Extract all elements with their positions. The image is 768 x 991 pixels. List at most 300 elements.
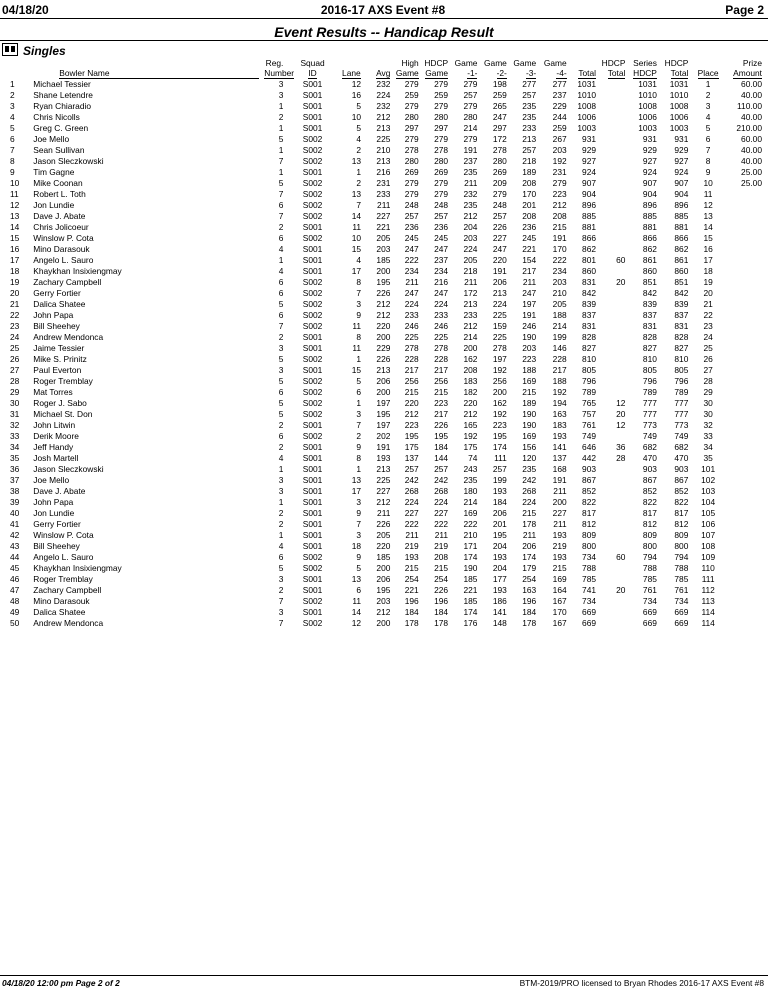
cell-reg-number: 6 [278, 431, 284, 441]
cell-place: 105 [701, 508, 716, 518]
cell-game-3: 211 [522, 277, 537, 287]
cell-game-2: 174 [492, 442, 507, 452]
cell-hdcp-series-total: 896 [674, 200, 689, 210]
cell-rank: 4 [10, 112, 15, 122]
cell-hdcp-total [600, 90, 629, 101]
cell-bowler-name: Tim Gagne [33, 167, 75, 177]
table-row [4, 387, 766, 398]
cell-prize-amount [724, 607, 766, 618]
cell-hdcp-game: 254 [434, 574, 449, 584]
cell-high-game: 220 [404, 398, 419, 408]
cell-lane: 1 [356, 167, 362, 177]
cell-reg-number: 1 [278, 123, 284, 133]
cell-series-hdcp: 805 [642, 365, 657, 375]
cell-high-game: 297 [404, 123, 419, 133]
cell-avg: 232 [376, 101, 391, 111]
section-label: Singles [23, 44, 66, 58]
cell-lane: 3 [356, 530, 362, 540]
cell-prize-amount: 25.00 [741, 167, 762, 177]
cell-reg-number: 5 [278, 398, 284, 408]
cell-bowler-name: Ryan Chiaradio [33, 101, 92, 111]
cell-game-2: 227 [492, 233, 507, 243]
cell-total: 809 [582, 530, 597, 540]
cell-game-1: 212 [463, 409, 478, 419]
cell-squad-id: S001 [302, 442, 323, 452]
cell-place: 109 [701, 552, 716, 562]
cell-rank: 40 [10, 508, 20, 518]
cell-game-4: 193 [552, 431, 567, 441]
cell-lane: 14 [351, 607, 362, 617]
cell-high-game: 222 [404, 519, 419, 529]
cell-prize-amount [724, 222, 766, 233]
cell-hdcp-series-total: 929 [674, 145, 689, 155]
cell-series-hdcp: 789 [642, 387, 657, 397]
cell-high-game: 221 [404, 585, 419, 595]
cell-bowler-name: Jon Lundie [33, 200, 75, 210]
cell-hdcp-total [600, 354, 629, 365]
cell-avg: 212 [376, 497, 391, 507]
cell-hdcp-total [600, 79, 629, 90]
cell-high-game: 211 [405, 530, 419, 540]
cell-game-1: 174 [463, 552, 478, 562]
cell-series-hdcp: 896 [642, 200, 657, 210]
cell-squad-id: S002 [302, 277, 323, 287]
cell-bowler-name: Khaykhan Insixiengmay [33, 563, 122, 573]
cell-game-4: 215 [552, 563, 567, 573]
cell-game-2: 256 [492, 376, 507, 386]
cell-squad-id: S002 [302, 156, 323, 166]
cell-hdcp-series-total: 927 [674, 156, 689, 166]
cell-game-1: 221 [463, 585, 478, 595]
cell-game-1: 235 [463, 200, 478, 210]
cell-game-2: 278 [492, 145, 507, 155]
cell-game-3: 191 [522, 310, 537, 320]
cell-hdcp-game: 242 [434, 475, 449, 485]
table-row [4, 453, 766, 464]
cell-total: 907 [582, 178, 597, 188]
cell-hdcp-series-total: 761 [674, 585, 689, 595]
cell-hdcp-game: 195 [434, 431, 449, 441]
table-row [4, 145, 766, 156]
cell-rank: 8 [10, 156, 15, 166]
cell-rank: 28 [10, 376, 20, 386]
cell-high-game: 227 [404, 508, 419, 518]
cell-place: 29 [703, 387, 713, 397]
cell-game-3: 120 [522, 453, 537, 463]
cell-game-4: 259 [552, 123, 567, 133]
cell-game-3: 236 [522, 222, 537, 232]
cell-squad-id: S002 [302, 299, 323, 309]
cell-avg: 213 [376, 156, 391, 166]
col-lane: Lane [342, 68, 361, 78]
cell-hdcp-series-total: 861 [674, 255, 689, 265]
cell-game-3: 208 [522, 178, 537, 188]
cell-lane: 5 [356, 101, 362, 111]
cell-squad-id: S002 [302, 288, 323, 298]
col-series: HDCP [633, 68, 657, 78]
col-hdcpgame-top: HDCP [424, 58, 449, 68]
cell-squad-id: S002 [302, 387, 323, 397]
cell-avg: 213 [376, 365, 391, 375]
cell-series-hdcp: 861 [642, 255, 657, 265]
cell-prize-amount [724, 288, 766, 299]
cell-hdcp-game: 216 [434, 277, 449, 287]
cell-avg: 224 [376, 90, 391, 100]
cell-reg-number: 7 [278, 618, 284, 628]
cell-game-1: 172 [463, 288, 478, 298]
cell-high-game: 222 [404, 255, 419, 265]
cell-lane: 9 [356, 442, 362, 452]
cell-hdcp-series-total: 931 [674, 134, 689, 144]
cell-game-2: 248 [492, 200, 507, 210]
cell-bowler-name: John Litwin [33, 420, 76, 430]
cell-high-game: 233 [404, 310, 419, 320]
cell-game-2: 224 [492, 299, 507, 309]
cell-reg-number: 2 [278, 519, 284, 529]
cell-lane: 5 [356, 563, 362, 573]
cell-hdcp-game: 247 [434, 244, 449, 254]
table-row [4, 541, 766, 552]
cell-game-2: 111 [494, 453, 507, 463]
cell-prize-amount [724, 486, 766, 497]
cell-reg-number: 1 [278, 464, 284, 474]
cell-reg-number: 6 [278, 233, 284, 243]
table-row [4, 123, 766, 134]
cell-squad-id: S002 [302, 552, 323, 562]
cell-game-2: 162 [492, 398, 507, 408]
cell-high-game: 193 [404, 552, 419, 562]
cell-game-4: 205 [552, 299, 567, 309]
cell-hdcp-game: 226 [434, 420, 449, 430]
cell-hdcp-total: 12 [616, 398, 626, 408]
cell-series-hdcp: 761 [642, 585, 657, 595]
cell-prize-amount [724, 552, 766, 563]
cell-hdcp-game: 227 [434, 508, 449, 518]
cell-hdcp-total [600, 244, 629, 255]
cell-hdcp-series-total: 839 [674, 299, 689, 309]
cell-game-3: 221 [522, 244, 537, 254]
cell-high-game: 259 [404, 90, 419, 100]
cell-lane: 11 [352, 343, 362, 353]
cell-total: 862 [582, 244, 597, 254]
cell-hdcp-total: 12 [616, 420, 626, 430]
cell-series-hdcp: 669 [642, 618, 657, 628]
cell-avg: 210 [376, 145, 391, 155]
cell-hdcp-series-total: 842 [674, 288, 689, 298]
cell-total: 796 [582, 376, 597, 386]
cell-total: 810 [582, 354, 597, 364]
cell-prize-amount [724, 453, 766, 464]
cell-game-4: 277 [552, 79, 567, 89]
cell-bowler-name: Sean Sullivan [33, 145, 85, 155]
cell-bowler-name: Bill Sheehey [33, 541, 80, 551]
cell-place: 113 [701, 596, 715, 606]
cell-game-3: 223 [522, 354, 537, 364]
cell-game-3: 179 [522, 563, 537, 573]
cell-hdcp-series-total: 809 [674, 530, 689, 540]
cell-hdcp-total [600, 618, 629, 629]
cell-total: 881 [582, 222, 597, 232]
table-row [4, 596, 766, 607]
cell-hdcp-series-total: 831 [674, 321, 689, 331]
cell-game-3: 217 [522, 266, 537, 276]
col-reg-top: Reg. [265, 58, 284, 68]
cell-bowler-name: Joe Mello [33, 134, 70, 144]
cell-hdcp-series-total: 866 [674, 233, 689, 243]
cell-bowler-name: Khaykhan Insixiengmay [33, 266, 122, 276]
cell-series-hdcp: 470 [642, 453, 657, 463]
col-total: Total [578, 68, 597, 78]
cell-series-hdcp: 773 [642, 420, 657, 430]
cell-prize-amount [724, 354, 766, 365]
header-event: 2016-17 AXS Event #8 [320, 3, 446, 17]
cell-squad-id: S001 [302, 585, 323, 595]
cell-avg: 206 [376, 574, 391, 584]
cell-lane: 4 [356, 134, 362, 144]
cell-squad-id: S001 [302, 365, 323, 375]
cell-game-1: 162 [463, 354, 478, 364]
col-reg-number: Number [264, 68, 295, 78]
cell-total: 896 [582, 200, 597, 210]
cell-prize-amount [724, 519, 766, 530]
cell-bowler-name: Shane Letendre [33, 90, 93, 100]
cell-hdcp-series-total: 812 [674, 519, 689, 529]
cell-hdcp-series-total: 924 [674, 167, 689, 177]
cell-hdcp-total: 36 [616, 442, 626, 452]
cell-lane: 1 [356, 354, 362, 364]
cell-hdcp-game: 279 [434, 79, 449, 89]
cell-high-game: 234 [404, 266, 419, 276]
cell-game-3: 156 [522, 442, 537, 452]
cell-bowler-name: Mike Coonan [33, 178, 83, 188]
cell-lane: 2 [356, 178, 362, 188]
cell-series-hdcp: 1003 [638, 123, 657, 133]
footer-rule [0, 975, 768, 976]
cell-hdcp-total [600, 299, 629, 310]
cell-total: 822 [582, 497, 597, 507]
cell-avg: 202 [376, 431, 391, 441]
table-row [4, 277, 766, 288]
cell-lane: 7 [356, 200, 362, 210]
cell-game-4: 183 [552, 420, 567, 430]
cell-prize-amount [724, 541, 766, 552]
cell-place: 11 [703, 189, 713, 199]
cell-hdcp-total [600, 101, 629, 112]
cell-squad-id: S001 [302, 266, 323, 276]
cell-hdcp-total: 20 [616, 277, 626, 287]
cell-game-3: 189 [522, 398, 537, 408]
cell-hdcp-series-total: 903 [674, 464, 689, 474]
cell-avg: 195 [376, 409, 391, 419]
table-row [4, 244, 766, 255]
cell-high-game: 211 [405, 277, 419, 287]
col-bowler-name: Bowler Name [59, 68, 259, 79]
cell-game-4: 193 [552, 552, 567, 562]
cell-place: 1 [705, 79, 711, 89]
cell-prize-amount [724, 585, 766, 596]
cell-prize-amount: 60.00 [741, 79, 762, 89]
cell-place: 30 [703, 409, 713, 419]
cell-avg: 212 [376, 310, 391, 320]
cell-hdcp-series-total: 1010 [669, 90, 689, 100]
cell-prize-amount: 60.00 [741, 134, 762, 144]
cell-series-hdcp: 1008 [638, 101, 657, 111]
cell-series-hdcp: 1006 [638, 112, 657, 122]
cell-bowler-name: Bill Sheehey [33, 321, 80, 331]
cell-game-2: 247 [492, 244, 507, 254]
cell-game-3: 189 [522, 167, 537, 177]
cell-game-2: 259 [492, 90, 507, 100]
cell-hdcp-series-total: 794 [674, 552, 689, 562]
cell-series-hdcp: 1010 [638, 90, 657, 100]
cell-reg-number: 1 [278, 530, 284, 540]
cell-game-2: 257 [492, 464, 507, 474]
cell-game-4: 203 [552, 277, 567, 287]
cell-bowler-name: Jason Sleczkowski [33, 156, 104, 166]
cell-place: 22 [703, 310, 713, 320]
cell-game-1: 180 [463, 486, 478, 496]
cell-prize-amount [724, 420, 766, 431]
cell-game-4: 163 [552, 409, 567, 419]
cell-game-3: 213 [522, 134, 537, 144]
cell-avg: 232 [376, 79, 391, 89]
cell-series-hdcp: 1031 [638, 79, 657, 89]
cell-series-hdcp: 866 [642, 233, 657, 243]
cell-hdcp-total [600, 145, 629, 156]
table-header-row-1 [4, 58, 766, 68]
cell-game-3: 233 [522, 123, 537, 133]
table-row [4, 299, 766, 310]
cell-total: 734 [582, 552, 597, 562]
cell-high-game: 175 [404, 442, 419, 452]
cell-series-hdcp: 796 [642, 376, 657, 386]
col-game3: -3- [525, 68, 537, 78]
cell-lane: 7 [356, 519, 362, 529]
cell-lane: 11 [352, 321, 362, 331]
cell-prize-amount [724, 233, 766, 244]
cell-prize-amount [724, 321, 766, 332]
cell-hdcp-game: 223 [434, 398, 449, 408]
cell-rank: 11 [10, 189, 19, 199]
cell-rank: 26 [10, 354, 20, 364]
cell-series-hdcp: 794 [642, 552, 657, 562]
cell-high-game: 242 [404, 475, 419, 485]
cell-game-3: 196 [522, 596, 537, 606]
cell-total: 839 [582, 299, 597, 309]
table-row [4, 607, 766, 618]
col-game3-top: Game [513, 58, 537, 68]
cell-lane: 3 [356, 409, 362, 419]
cell-total: 924 [582, 167, 597, 177]
cell-reg-number: 6 [278, 288, 284, 298]
cell-avg: 226 [376, 288, 391, 298]
cell-reg-number: 5 [278, 354, 284, 364]
cell-hdcp-total [600, 376, 629, 387]
cell-lane: 13 [351, 475, 362, 485]
cell-lane: 8 [356, 332, 362, 342]
cell-prize-amount: 40.00 [741, 112, 762, 122]
cell-avg: 231 [376, 178, 391, 188]
cell-hdcp-total [600, 200, 629, 211]
cell-game-3: 247 [522, 288, 537, 298]
cell-hdcp-total [600, 321, 629, 332]
cell-game-1: 232 [463, 189, 478, 199]
cell-reg-number: 2 [278, 332, 284, 342]
table-row [4, 200, 766, 211]
cell-game-2: 206 [492, 277, 507, 287]
table-row [4, 332, 766, 343]
cell-game-3: 215 [522, 508, 537, 518]
cell-series-hdcp: 749 [642, 431, 657, 441]
cell-game-1: 235 [463, 167, 478, 177]
cell-reg-number: 7 [278, 156, 284, 166]
table-row [4, 497, 766, 508]
table-row [4, 90, 766, 101]
table-row [4, 156, 766, 167]
cell-reg-number: 7 [278, 321, 284, 331]
cell-game-1: 279 [463, 79, 478, 89]
cell-lane: 9 [356, 552, 362, 562]
cell-game-1: 185 [463, 574, 478, 584]
cell-rank: 41 [10, 519, 20, 529]
cell-squad-id: S002 [302, 233, 323, 243]
cell-hdcp-game: 234 [434, 266, 449, 276]
cell-bowler-name: Greg C. Green [33, 123, 89, 133]
cell-series-hdcp: 817 [642, 508, 657, 518]
cell-lane: 14 [351, 211, 362, 221]
cell-game-3: 169 [522, 376, 537, 386]
cell-high-game: 137 [404, 453, 419, 463]
cell-squad-id: S001 [302, 519, 323, 529]
cell-reg-number: 6 [278, 200, 284, 210]
cell-game-1: 237 [463, 156, 478, 166]
cell-game-1: 222 [463, 519, 478, 529]
cell-squad-id: S001 [302, 90, 323, 100]
cell-avg: 229 [376, 343, 391, 353]
cell-lane: 8 [356, 277, 362, 287]
cell-total: 828 [582, 332, 597, 342]
cell-bowler-name: Angelo L. Sauro [33, 552, 94, 562]
cell-rank: 36 [10, 464, 20, 474]
cell-high-game: 196 [404, 596, 419, 606]
cell-avg: 193 [376, 453, 391, 463]
cell-game-1: 210 [463, 530, 478, 540]
cell-lane: 9 [356, 508, 362, 518]
cell-hdcp-game: 278 [434, 145, 449, 155]
cell-rank: 5 [10, 123, 15, 133]
cell-game-1: 211 [464, 277, 478, 287]
cell-total: 860 [582, 266, 597, 276]
cell-game-4: 267 [552, 134, 567, 144]
cell-hdcp-series-total: 881 [674, 222, 689, 232]
cell-game-4: 191 [552, 233, 567, 243]
cell-game-3: 235 [522, 464, 537, 474]
cell-place: 111 [701, 574, 715, 584]
cell-game-4: 194 [552, 398, 567, 408]
cell-rank: 32 [10, 420, 20, 430]
cell-avg: 200 [376, 618, 391, 628]
cell-reg-number: 3 [278, 475, 284, 485]
cell-squad-id: S001 [302, 343, 323, 353]
cell-game-4: 188 [552, 310, 567, 320]
cell-series-hdcp: 851 [642, 277, 657, 287]
cell-avg: 200 [376, 266, 391, 276]
cell-hdcp-series-total: 777 [674, 409, 689, 419]
cell-game-3: 201 [522, 200, 537, 210]
cell-total: 1006 [577, 112, 597, 122]
table-row [4, 376, 766, 387]
cell-hdcp-series-total: 810 [674, 354, 689, 364]
